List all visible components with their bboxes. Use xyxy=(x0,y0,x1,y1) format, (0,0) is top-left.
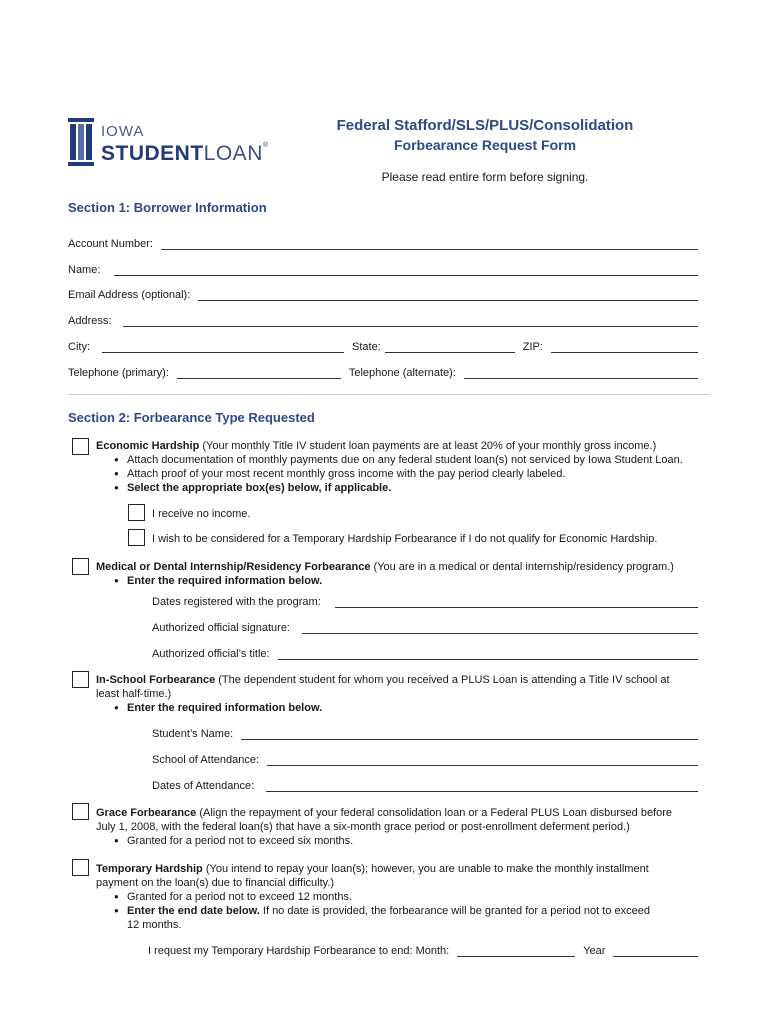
medical-dates-row xyxy=(152,593,698,608)
school-row xyxy=(152,751,698,766)
telephone-alternate-label: Telephone (alternate): xyxy=(348,367,456,379)
logo-iowa-text: IOWA xyxy=(101,123,145,140)
name-field[interactable] xyxy=(114,264,698,276)
official-title-field[interactable] xyxy=(278,648,698,660)
student-name-row xyxy=(152,725,698,740)
economic-bullet-2: ● Attach proof of your most recent monthly gross income with the pay period clearly labeled. xyxy=(114,467,727,481)
address-row xyxy=(68,311,698,327)
end-year-label: Year xyxy=(583,945,606,957)
medical-bullet-1: ● Enter the required information below. xyxy=(114,574,727,588)
read-notice: Please read entire form before signing. xyxy=(381,170,589,184)
medical-internship-checkbox[interactable] xyxy=(72,558,89,575)
end-month-label: I request my Temporary Hardship Forbearance to end: Month: xyxy=(148,945,450,957)
end-month-field[interactable] xyxy=(457,945,575,957)
section2-title: Section 2: Forbearance Type Requested xyxy=(68,410,315,425)
grace-bullet-1: ● Granted for a period not to exceed six months. xyxy=(114,834,727,848)
zip-field[interactable] xyxy=(551,341,698,353)
official-signature-label: Authorized official signature: xyxy=(152,622,290,634)
zip-label: ZIP: xyxy=(522,341,543,353)
city-state-zip-row xyxy=(68,337,698,353)
address-field[interactable] xyxy=(123,315,698,327)
temp-bullet-2: ● Enter the end date below. If no date is provided, the forbearance will be granted for a period not to exceed 12 months. xyxy=(114,904,727,932)
temporary-hardship-text: Temporary Hardship (You intend to repay your loan(s); however, you are unable to make the monthly installment payment on the loan(s) due to financial difficulty.) xyxy=(96,863,649,889)
city-field[interactable] xyxy=(102,341,344,353)
account-number-field[interactable] xyxy=(161,238,698,250)
telephone-primary-field[interactable] xyxy=(177,367,341,379)
student-name-field[interactable] xyxy=(241,728,698,740)
no-income-checkbox[interactable] xyxy=(128,504,145,521)
account-number-label: Account Number: xyxy=(68,238,153,250)
temp-bullet-1: ● Granted for a period not to exceed 12 months. xyxy=(114,890,727,904)
email-row xyxy=(68,285,698,301)
form-title-line1: Federal Stafford/SLS/PLUS/Consolidation xyxy=(336,117,634,134)
name-label: Name: xyxy=(68,264,101,276)
end-date-row xyxy=(148,942,698,957)
in-school-bullet-1: ● Enter the required information below. xyxy=(114,701,727,715)
city-label: City: xyxy=(68,341,90,353)
telephone-row xyxy=(68,363,698,379)
medical-dates-field[interactable] xyxy=(335,596,698,608)
official-signature-row xyxy=(152,619,698,634)
end-year-field[interactable] xyxy=(613,945,698,957)
official-signature-field[interactable] xyxy=(302,622,698,634)
economic-bullet-3: ● Select the appropriate box(es) below, if applicable. xyxy=(114,481,727,495)
account-number-row xyxy=(68,234,698,250)
email-label: Email Address (optional): xyxy=(68,289,191,301)
grace-forbearance-checkbox[interactable] xyxy=(72,803,89,820)
school-label: School of Attendance: xyxy=(152,754,260,766)
column-logo-icon xyxy=(66,116,96,168)
section-divider xyxy=(68,394,710,395)
economic-bullet-1: ● Attach documentation of monthly payments due on any federal student loan(s) not serviced by Iowa Student Loan. xyxy=(114,453,727,467)
state-label: State: xyxy=(352,341,381,353)
economic-hardship-text: Economic Hardship (Your monthly Title IV student loan payments are at least 20% of your monthly gross income.) xyxy=(96,440,657,452)
student-name-label: Student’s Name: xyxy=(152,728,234,740)
attendance-dates-label: Dates of Attendance: xyxy=(152,780,255,792)
attendance-dates-row xyxy=(152,777,698,792)
temp-hardship-consider-checkbox[interactable] xyxy=(128,529,145,546)
temporary-hardship-checkbox[interactable] xyxy=(72,859,89,876)
logo-studentloan-text: STUDENTLOAN® xyxy=(101,142,269,165)
telephone-primary-label: Telephone (primary): xyxy=(68,367,169,379)
in-school-text: In-School Forbearance (The dependent student for whom you received a PLUS Loan is attending a Title IV school at least half-time.) xyxy=(96,674,670,700)
medical-internship-text: Medical or Dental Internship/Residency Forbearance (You are in a medical or dental internship/residency program.) xyxy=(96,561,674,573)
official-title-row xyxy=(152,645,698,660)
economic-hardship-checkbox[interactable] xyxy=(72,438,89,455)
name-row xyxy=(68,260,698,276)
temp-hardship-consider-label: I wish to be considered for a Temporary Hardship Forbearance if I do not qualify for Economic Hardship. xyxy=(152,533,658,545)
form-title-line2: Forbearance Request Form xyxy=(393,137,577,153)
state-field[interactable] xyxy=(385,341,515,353)
attendance-dates-field[interactable] xyxy=(266,780,698,792)
no-income-label: I receive no income. xyxy=(152,508,251,520)
grace-forbearance-text: Grace Forbearance (Align the repayment of your federal consolidation loan or a Federal PLUS Loan disbursed before July 1, 2008, with the federal loan(s) that have a six-month grace period or post-enrollment deferment period.) xyxy=(96,807,673,833)
iowa-student-loan-logo xyxy=(66,116,269,168)
telephone-alternate-field[interactable] xyxy=(464,367,698,379)
section1-title: Section 1: Borrower Information xyxy=(68,200,267,215)
medical-dates-label: Dates registered with the program: xyxy=(152,596,321,608)
in-school-checkbox[interactable] xyxy=(72,671,89,688)
school-field[interactable] xyxy=(267,754,698,766)
email-field[interactable] xyxy=(198,289,698,301)
address-label: Address: xyxy=(68,315,112,327)
official-title-label: Authorized official’s title: xyxy=(152,648,270,660)
